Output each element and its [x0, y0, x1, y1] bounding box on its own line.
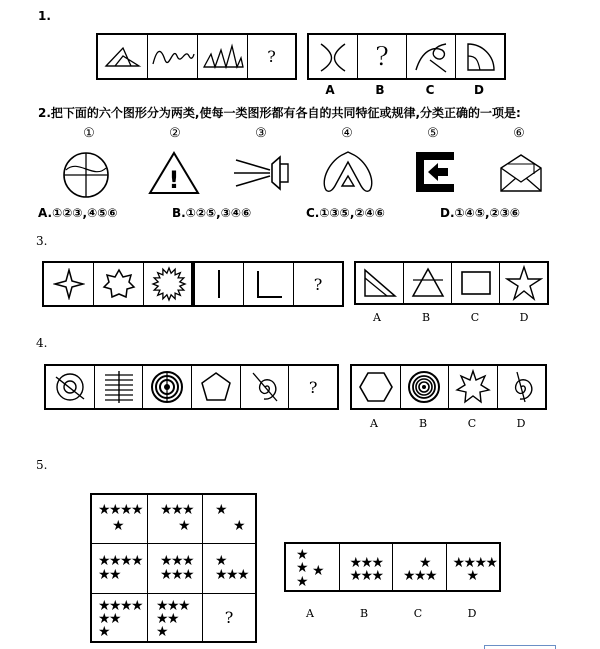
- q3-label-d: D: [519, 311, 529, 324]
- ring-target-icon: [406, 369, 442, 405]
- q2-figure-number-4: ④: [341, 126, 353, 141]
- q1-label-a: A: [325, 83, 335, 97]
- q4-option-b[interactable]: [401, 366, 450, 408]
- star-icon: ★: [466, 568, 480, 584]
- star-icon: ★: [109, 502, 122, 518]
- vertical-line-icon: [209, 267, 229, 301]
- question-glyph-icon: ?: [375, 41, 389, 72]
- q5-option-c[interactable]: [393, 544, 447, 590]
- q5-grid-cell-8: [148, 594, 203, 641]
- star-icon: ★: [131, 553, 144, 569]
- q3-option-c[interactable]: [452, 263, 500, 303]
- q2-figure-number-3: ③: [255, 126, 267, 141]
- star-icon: ★: [182, 502, 195, 518]
- q5-question-cell: [203, 594, 255, 641]
- q4-number: 4.: [36, 336, 48, 350]
- star-icon: ★: [233, 518, 246, 534]
- q5-grid-cell-2: [148, 495, 203, 544]
- q3-divider: [191, 261, 195, 307]
- star-icon: ★: [98, 598, 111, 614]
- star-icon: ★: [98, 553, 111, 569]
- question-mark: ?: [313, 274, 323, 294]
- star-icon: ★: [215, 567, 228, 583]
- l-shape-icon: [252, 267, 286, 301]
- q5-grid-cell-7: [92, 594, 148, 641]
- q5-options-row: [284, 542, 501, 592]
- q1-figure-3: [198, 35, 248, 78]
- q2-choice-c[interactable]: C.①③⑤,②④⑥: [306, 206, 385, 220]
- q2-figure-number-5: ⑤: [427, 126, 439, 141]
- q2-figure-number-1: ①: [83, 126, 95, 141]
- q4-figure-1: [46, 366, 95, 408]
- q5-grid-cell-3: [203, 495, 255, 544]
- star-icon: ★: [419, 555, 432, 571]
- q2-triangle-glyph: !: [168, 166, 180, 194]
- triangle-crossed-icon: [409, 266, 447, 300]
- q1-question-row: [96, 33, 297, 80]
- star-icon: ★: [120, 502, 133, 518]
- star-outline-icon: [505, 265, 543, 301]
- q2-figure-6-envelope-icon: [498, 152, 544, 194]
- star-icon: ★: [98, 502, 111, 518]
- q5-option-a[interactable]: [286, 544, 340, 590]
- bottom-ui-frame: [484, 645, 556, 649]
- star-icon: ★: [296, 560, 309, 576]
- q5-label-b: B: [359, 607, 369, 620]
- q2-figure-4-arch-icon: [320, 150, 376, 196]
- star-icon: ★: [349, 555, 363, 571]
- q5-number: 5.: [36, 458, 48, 472]
- star-icon: ★: [98, 624, 111, 640]
- star-icon: ★: [178, 518, 191, 534]
- q3-option-a[interactable]: [356, 263, 404, 303]
- q2-figure-2-warning-triangle-icon: [148, 150, 200, 196]
- q1-question-cell: [248, 35, 295, 78]
- star-icon: ★: [296, 574, 309, 590]
- star-icon: ★: [360, 568, 374, 584]
- q4-question-row: [44, 364, 339, 410]
- star-icon: ★: [349, 568, 363, 584]
- q3-label-b: B: [421, 311, 431, 324]
- star-icon: ★: [360, 555, 374, 571]
- q2-figure-1-circle-icon: [60, 150, 112, 200]
- rectangle-icon: [457, 266, 495, 300]
- q3-label-a: A: [373, 311, 381, 324]
- q2-choice-d[interactable]: D.①④⑤,②③⑥: [440, 206, 521, 220]
- q3-options-row: [354, 261, 549, 305]
- star-icon: ★: [182, 567, 195, 583]
- star-icon: ★: [296, 547, 309, 563]
- star-icon: ★: [160, 502, 173, 518]
- question-mark: ?: [224, 608, 234, 627]
- triangles-icon: [103, 42, 143, 72]
- star-icon: ★: [160, 567, 173, 583]
- q3-figure-3: [144, 263, 194, 305]
- q5-grid-cell-5: [148, 544, 203, 594]
- star-icon: ★: [109, 598, 122, 614]
- q4-figure-4: [192, 366, 241, 408]
- q4-figure-5: [241, 366, 290, 408]
- star-icon: ★: [167, 598, 180, 614]
- q3-figure-1: [44, 263, 94, 305]
- star-icon: ★: [182, 553, 195, 569]
- star-icon: ★: [171, 502, 184, 518]
- quarter-circle-icon: [462, 40, 498, 74]
- q1-number: 1.: [38, 9, 51, 23]
- spiral-cross-icon: [247, 369, 283, 405]
- star-icon: ★: [414, 568, 427, 584]
- q3-figure-4: [194, 263, 244, 305]
- q1-label-c: C: [425, 83, 435, 97]
- q4-option-d[interactable]: [498, 366, 546, 408]
- grid-lines-icon: [101, 369, 137, 405]
- star-icon: ★: [215, 502, 228, 518]
- q2-stem: 2.把下面的六个图形分为两类,使每一类图形都有各自的共同特征或规律,分类正确的一项是:: [38, 106, 521, 120]
- q5-label-c: C: [413, 607, 423, 620]
- star-icon: ★: [226, 567, 239, 583]
- star-icon: ★: [109, 611, 122, 627]
- star-icon: ★: [425, 568, 438, 584]
- q3-number: 3.: [36, 234, 48, 248]
- q5-grid-cell-6: [203, 544, 255, 594]
- loop-curve-icon: [412, 40, 450, 74]
- four-point-star-icon: [53, 268, 85, 300]
- spiral-line-icon: [503, 369, 539, 405]
- star-icon: ★: [120, 598, 133, 614]
- hexagon-icon: [358, 370, 394, 404]
- q5-grid-cell-4: [92, 544, 148, 594]
- mountains-icon: [201, 42, 245, 72]
- star-icon: ★: [131, 502, 144, 518]
- pentagon-icon: [198, 369, 234, 405]
- star-icon: ★: [463, 555, 477, 571]
- question-mark: ?: [267, 47, 276, 66]
- q5-label-d: D: [467, 607, 477, 620]
- q1-option-c[interactable]: [407, 35, 456, 78]
- star-icon: ★: [403, 568, 416, 584]
- q3-figure-2: [94, 263, 144, 305]
- q1-option-b[interactable]: [358, 35, 407, 78]
- star-icon: ★: [109, 553, 122, 569]
- q4-question-cell: [289, 366, 337, 408]
- wave-icon: [151, 42, 195, 72]
- q1-options-row: [307, 33, 506, 80]
- q4-label-c: C: [467, 417, 477, 430]
- q2-figure-number-2: ②: [169, 126, 181, 141]
- q3-question-cell: [294, 263, 342, 305]
- q5-option-d[interactable]: [447, 544, 500, 590]
- star-icon: ★: [156, 624, 169, 640]
- star-icon: ★: [98, 567, 111, 583]
- q4-option-c[interactable]: [449, 366, 498, 408]
- star-icon: ★: [156, 611, 169, 627]
- seven-point-star-icon: [455, 369, 491, 405]
- q5-star-grid: [90, 493, 257, 643]
- star-icon: ★: [474, 555, 488, 571]
- q1-figure-2: [148, 35, 198, 78]
- q1-figure-1: [98, 35, 148, 78]
- star-icon: ★: [109, 567, 122, 583]
- star-icon: ★: [312, 563, 325, 579]
- question-mark: ?: [308, 377, 318, 397]
- right-triangle-icon: [361, 266, 399, 300]
- q5-grid-cell-1: [92, 495, 148, 544]
- star-icon: ★: [452, 555, 466, 571]
- q2-figure-5-arrow-box-icon: [414, 150, 456, 194]
- q2-choice-a[interactable]: A.①②③,④⑤⑥: [38, 206, 118, 220]
- crossing-curves-icon: [315, 40, 351, 74]
- star-icon: ★: [131, 598, 144, 614]
- q4-option-a[interactable]: [352, 366, 401, 408]
- concentric-circles-icon: [149, 369, 185, 405]
- star-icon: ★: [371, 568, 385, 584]
- q4-options-row: [350, 364, 547, 410]
- eight-point-star-icon: [102, 267, 136, 301]
- star-icon: ★: [112, 518, 125, 534]
- star-icon: ★: [371, 555, 385, 571]
- q5-option-b[interactable]: [340, 544, 394, 590]
- q1-label-d: D: [474, 83, 484, 97]
- q5-label-a: A: [306, 607, 314, 620]
- q4-label-b: B: [418, 417, 428, 430]
- star-icon: ★: [98, 611, 111, 627]
- target-arrow-icon: [52, 369, 88, 405]
- q2-figure-number-6: ⑥: [513, 126, 525, 141]
- q3-option-b[interactable]: [404, 263, 452, 303]
- star-icon: ★: [178, 598, 191, 614]
- q1-option-d[interactable]: [456, 35, 504, 78]
- star-icon: ★: [160, 553, 173, 569]
- star-icon: ★: [215, 553, 228, 569]
- q3-label-c: C: [470, 311, 480, 324]
- q4-figure-3: [143, 366, 192, 408]
- sunburst-icon: [151, 266, 187, 302]
- q4-figure-2: [95, 366, 144, 408]
- q1-option-a[interactable]: [309, 35, 358, 78]
- star-icon: ★: [167, 611, 180, 627]
- star-icon: ★: [237, 567, 250, 583]
- star-icon: ★: [156, 598, 169, 614]
- q2-figure-3-horn-icon: [232, 152, 292, 194]
- star-icon: ★: [171, 567, 184, 583]
- q3-figure-5: [244, 263, 294, 305]
- q3-option-d[interactable]: [500, 263, 547, 303]
- q4-label-d: D: [516, 417, 526, 430]
- q2-choice-b[interactable]: B.①②⑤,③④⑥: [172, 206, 252, 220]
- star-icon: ★: [171, 553, 184, 569]
- q1-label-b: B: [375, 83, 385, 97]
- star-icon: ★: [485, 555, 499, 571]
- q4-label-a: A: [370, 417, 378, 430]
- star-icon: ★: [120, 553, 133, 569]
